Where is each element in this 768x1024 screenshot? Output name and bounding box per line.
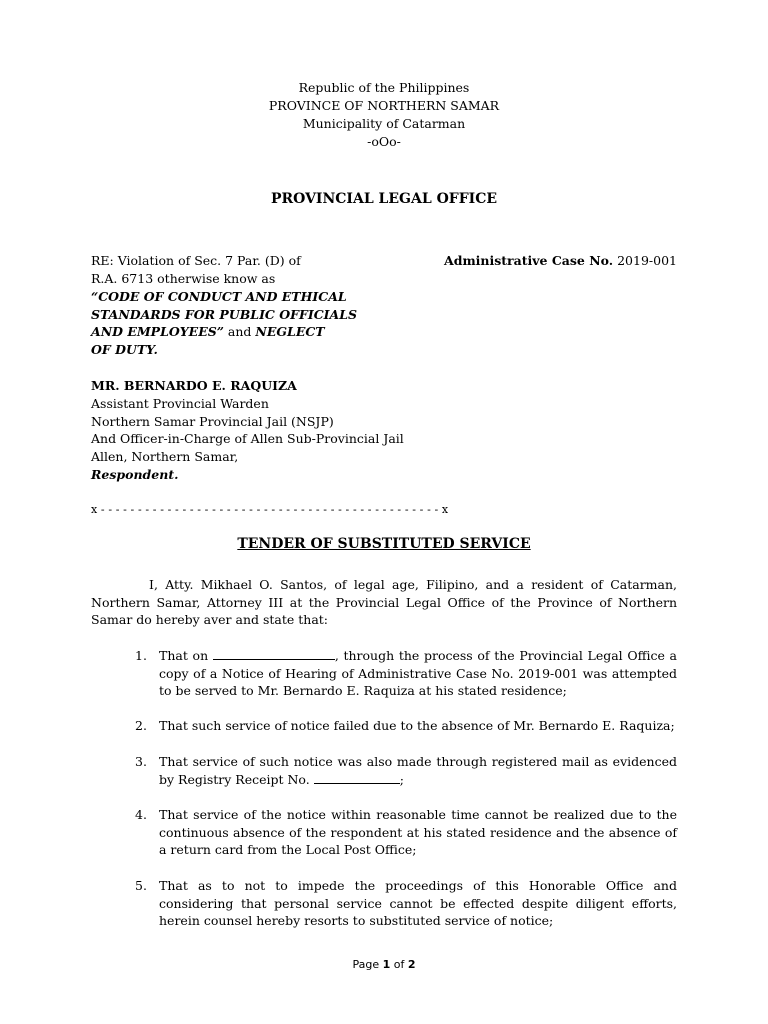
item-number: 3. [135, 754, 147, 769]
registry-receipt-blank [314, 772, 400, 784]
header-ornament: -oOo- [367, 134, 401, 149]
re-line-6: OF DUTY. [91, 342, 158, 357]
re-line-5-b: and [223, 324, 256, 339]
item-text [159, 753, 677, 788]
respondent-name: MR. BERNARDO E. RAQUIZA [91, 378, 297, 393]
date-blank [213, 648, 335, 660]
re-line-5-c: NEGLECT [255, 324, 325, 339]
footer-current-page: 1 [382, 958, 391, 971]
item-number: 1. [135, 648, 147, 663]
re-line-2: R.A. 6713 otherwise know as [91, 271, 276, 286]
respondent-line-1: Assistant Provincial Warden [91, 396, 269, 411]
case-number-value: 2019-001 [613, 253, 677, 268]
re-line-3: “CODE OF CONDUCT AND ETHICAL [91, 289, 347, 304]
item-number: 5. [135, 878, 147, 893]
item-number: 2. [135, 718, 147, 733]
separator-line: x - - - - - - - - - - - - - - - - - - - - - - - - - - - - - - - - - - - - - - - - - - - - - - x [91, 503, 449, 516]
header-municipality: Municipality of Catarman [302, 116, 466, 131]
item-text: That such service of notice failed due to the absence of Mr. Bernardo E. Raquiza; [159, 718, 675, 733]
page-footer [0, 956, 768, 974]
item-text-post: , through the process of the Provincial Legal Office a copy of a Notice of Hearing of Administrative Case No. 2019-001 was attempted to be served to Mr. Bernardo E. Raquiza at his stated residence; [159, 648, 677, 698]
item-text-pre: That on [159, 648, 213, 663]
item-text: That as to not to impede the proceedings of this Honorable Office and considering that personal service cannot be effected despite diligent efforts, herein counsel hereby resorts to substituted service of notice; [159, 878, 677, 928]
document-title: TENDER OF SUBSTITUTED SERVICE [237, 536, 531, 552]
intro-paragraph: I, Atty. Mikhael O. Santos, of legal age, Filipino, and a resident of Catarman, Northern Samar, Attorney III at the Provincial Legal Office of the Province of Northern Samar do hereby aver and state that: [91, 577, 677, 627]
item-text: That service of the notice within reasonable time cannot be realized due to the continuous absence of the respondent at his stated residence and the absence of a return card from the Local Post Office; [159, 807, 677, 857]
item-text [159, 647, 677, 700]
item-text-pre: That service of such notice was also made through registered mail as evidenced by Registry Receipt No. [159, 754, 677, 787]
header-province: PROVINCE OF NORTHERN SAMAR [268, 98, 500, 113]
re-line-4: STANDARDS FOR PUBLIC OFFICIALS [91, 307, 358, 322]
respondent-line-3: And Officer-in-Charge of Allen Sub-Provincial Jail [91, 431, 404, 446]
re-line-1: RE: Violation of Sec. 7 Par. (D) of [91, 253, 301, 268]
re-line-5-a: AND EMPLOYEES” [91, 324, 224, 339]
case-number-label: Administrative Case No. [444, 253, 614, 268]
respondent-line-2: Northern Samar Provincial Jail (NSJP) [91, 414, 334, 429]
item-text-post: ; [399, 771, 404, 787]
respondent-role: Respondent. [91, 467, 179, 482]
item-number: 4. [135, 807, 147, 822]
footer-page-word: Page [352, 958, 383, 971]
re-line-5 [91, 323, 325, 341]
case-number [444, 252, 677, 270]
footer-of-word: of [390, 958, 408, 971]
respondent-line-4: Allen, Northern Samar, [91, 449, 239, 464]
header-republic: Republic of the Philippines [298, 80, 470, 95]
office-title: PROVINCIAL LEGAL OFFICE [270, 191, 498, 207]
footer-total-pages: 2 [407, 958, 416, 971]
